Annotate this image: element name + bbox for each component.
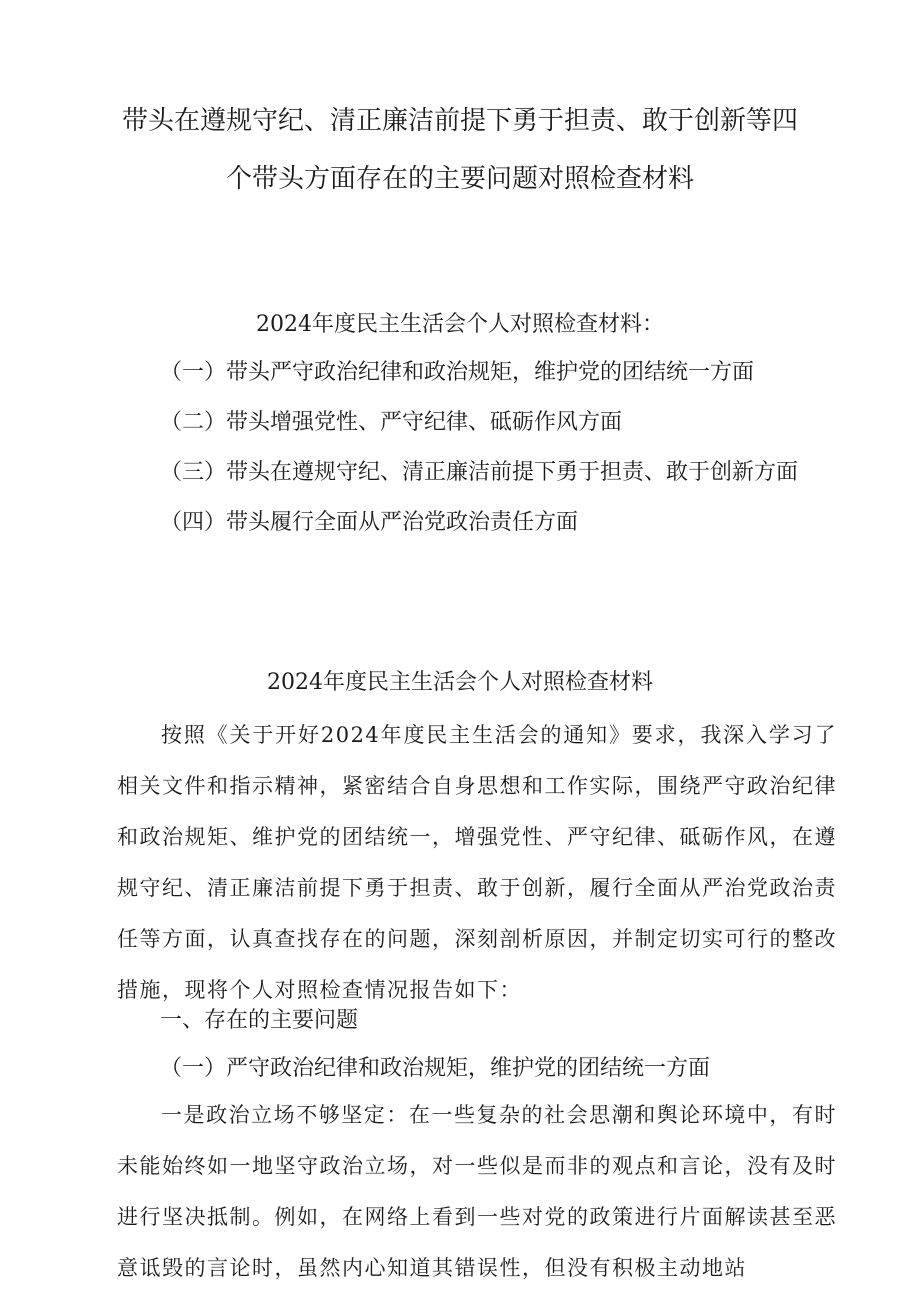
toc-item-2: （二）带头增强党性、严守纪律、砥砺作风方面 (160, 410, 623, 435)
title-line-2: 个带头方面存在的主要问题对照检查材料 (225, 164, 694, 194)
title-line-1: 带头在遵规守纪、清正廉洁前提下勇于担责、敢于创新等四 (121, 106, 798, 136)
section-heading: 一、存在的主要问题 (160, 1008, 359, 1033)
toc-heading: 2024年度民主生活会个人对照检查材料： (256, 312, 664, 337)
body-heading: 2024年度民主生活会个人对照检查材料 (267, 670, 653, 695)
toc-item-4: （四）带头履行全面从严治党政治责任方面 (160, 510, 579, 535)
toc-item-1: （一）带头严守政治纪律和政治规矩，维护党的团结统一方面 (160, 360, 755, 385)
body-paragraph: 一是政治立场不够坚定：在一些复杂的社会思潮和舆论环境中，有时未能始终如一地坚守政治立场，对一些似是而非的观点和言论，没有及时进行坚决抵制。例如，在网络上看到一些对党的政策进行片面解读甚至恶意诋毁的言论时，虽然内心知道其错误性，但没有积极主动地站 (117, 1103, 837, 1280)
toc-list (160, 358, 880, 558)
intro-paragraph: 按照《关于开好2024年度民主生活会的通知》要求，我深入学习了相关文件和指示精神，紧密结合自身思想和工作实际，围绕严守政治纪律和政治规矩、维护党的团结统一，增强党性、严守纪律、砥砺作风，在遵规守纪、清正廉洁前提下勇于担责、敢于创新，履行全面从严治党政治责任等方面，认真查找存在的问题，深刻剖析原因，并制定切实可行的整改措施，现将个人对照检查情况报告如下： (117, 723, 837, 1002)
document-title (120, 92, 800, 208)
subsection-heading: （一）严守政治纪律和政治规矩，维护党的团结统一方面 (160, 1056, 711, 1081)
toc-item-3: （三）带头在遵规守纪、清正廉洁前提下勇于担责、敢于创新方面 (160, 460, 799, 485)
